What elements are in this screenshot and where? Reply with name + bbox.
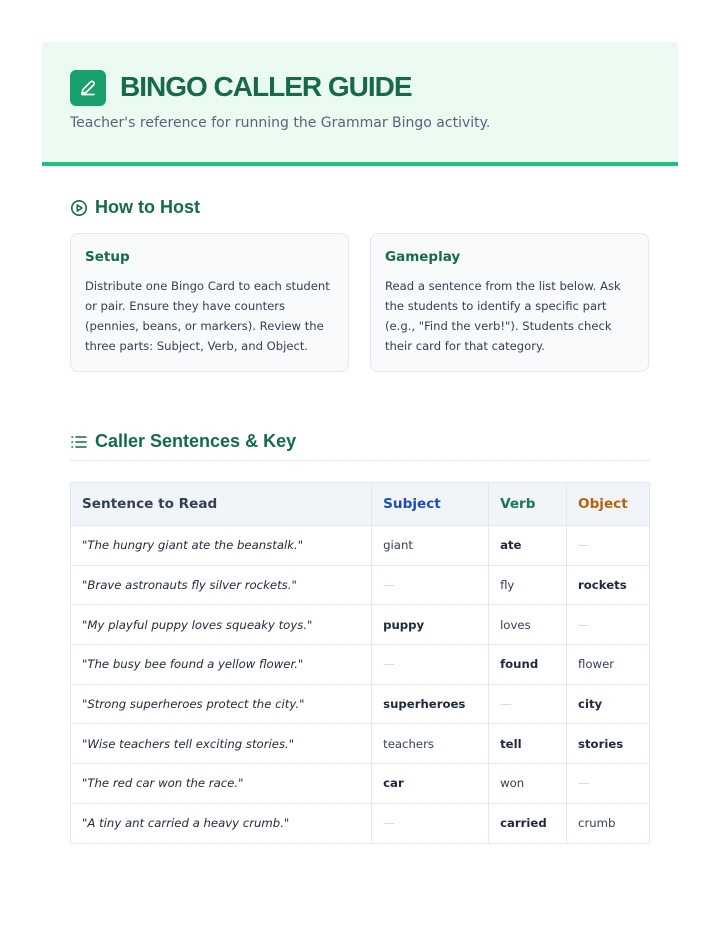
list-icon — [70, 433, 88, 451]
table-row — [71, 526, 650, 566]
table-row — [71, 803, 650, 843]
table-row — [71, 605, 650, 645]
subject-cell: teachers — [372, 724, 489, 764]
verb-cell: tell — [489, 724, 567, 764]
table-row — [71, 565, 650, 605]
column-header-verb: Verb — [489, 483, 567, 526]
page-title: BINGO CALLER GUIDE — [120, 71, 412, 102]
section-title: How to Host — [95, 197, 200, 217]
section-title: Caller Sentences & Key — [95, 431, 297, 451]
page-header — [42, 42, 678, 166]
card-title: Setup — [85, 249, 130, 265]
object-cell: stories — [567, 724, 650, 764]
sentence-cell: "The busy bee found a yellow flower." — [71, 645, 372, 685]
verb-cell: found — [489, 645, 567, 685]
column-header-subject: Subject — [372, 483, 489, 526]
how-to-host-heading — [70, 197, 200, 218]
subject-cell: — — [372, 565, 489, 605]
object-cell: flower — [567, 645, 650, 685]
object-cell: rockets — [567, 565, 650, 605]
sentence-cell: "Strong superheroes protect the city." — [71, 684, 372, 724]
table-header-row — [71, 483, 650, 526]
object-cell: — — [567, 605, 650, 645]
gameplay-card — [370, 233, 649, 372]
card-text: Read a sentence from the list below. Ask the students to identify a specific part (e.g., "Find the verb!"). Students check their card for that category. — [385, 279, 621, 353]
sentence-cell: "Brave astronauts fly silver rockets." — [71, 565, 372, 605]
caller-key-heading — [70, 431, 296, 452]
table-row — [71, 684, 650, 724]
sentence-cell: "Wise teachers tell exciting stories." — [71, 724, 372, 764]
subject-cell: giant — [372, 526, 489, 566]
table-row — [71, 645, 650, 685]
sentence-cell: "The red car won the race." — [71, 764, 372, 804]
sentence-cell: "My playful puppy loves squeaky toys." — [71, 605, 372, 645]
play-circle-icon — [70, 199, 88, 217]
caller-key-table — [70, 482, 650, 844]
verb-cell: ate — [489, 526, 567, 566]
section-divider — [70, 460, 650, 461]
verb-cell: — — [489, 684, 567, 724]
object-cell: — — [567, 526, 650, 566]
setup-card — [70, 233, 349, 372]
card-title: Gameplay — [385, 249, 461, 265]
pencil-icon — [70, 70, 106, 106]
verb-cell: carried — [489, 803, 567, 843]
object-cell: — — [567, 764, 650, 804]
verb-cell: won — [489, 764, 567, 804]
subject-cell: — — [372, 803, 489, 843]
column-header-object: Object — [567, 483, 650, 526]
card-text: Distribute one Bingo Card to each student or pair. Ensure they have counters (pennies, beans, or markers). Review the three parts: Subject, Verb, and Object. — [85, 279, 330, 353]
object-cell: crumb — [567, 803, 650, 843]
subject-cell: superheroes — [372, 684, 489, 724]
subject-cell: car — [372, 764, 489, 804]
sentence-cell: "A tiny ant carried a heavy crumb." — [71, 803, 372, 843]
table-row — [71, 764, 650, 804]
table-row — [71, 724, 650, 764]
verb-cell: fly — [489, 565, 567, 605]
verb-cell: loves — [489, 605, 567, 645]
object-cell: city — [567, 684, 650, 724]
page-subtitle: Teacher's reference for running the Grammar Bingo activity. — [70, 115, 491, 131]
subject-cell: puppy — [372, 605, 489, 645]
subject-cell: — — [372, 645, 489, 685]
sentence-cell: "The hungry giant ate the beanstalk." — [71, 526, 372, 566]
column-header-sentence: Sentence to Read — [71, 483, 372, 526]
